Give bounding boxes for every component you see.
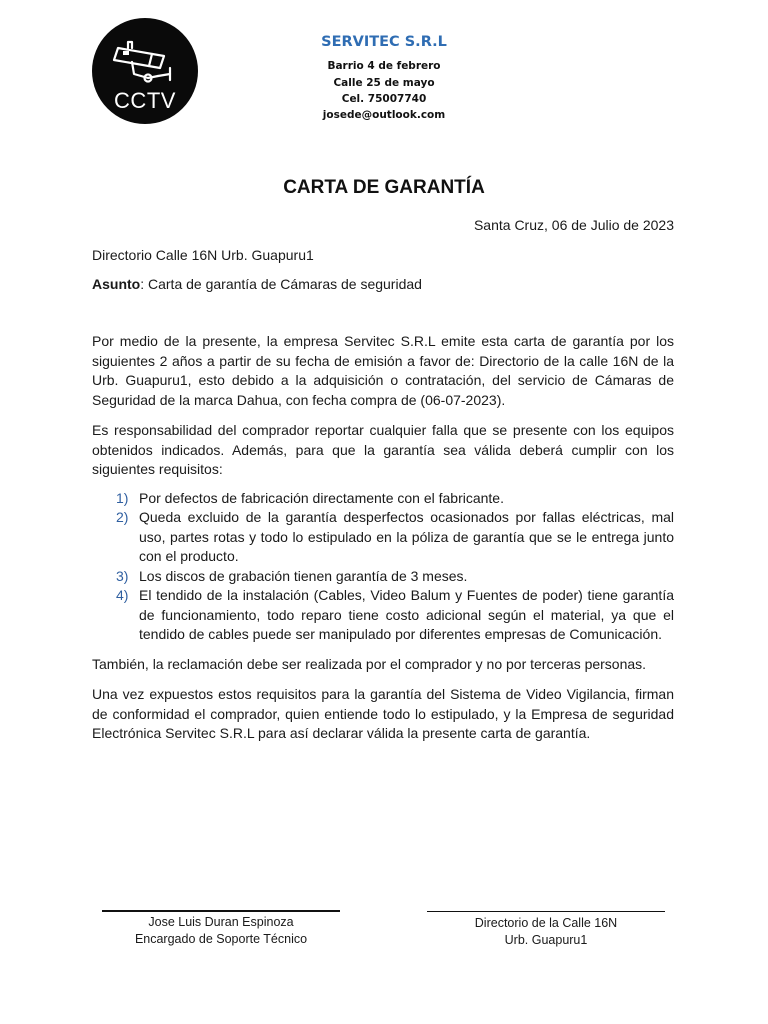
right-signature-line <box>427 911 665 912</box>
responsibility-paragraph: Es responsabilidad del comprador reportar cualquier falla que se presente con los equipos obtenidos indicados. Además, para que la garantía sea válida deberá cumplir con los siguientes requisitos: <box>92 422 674 477</box>
address-line-1: Barrio 4 de febrero <box>327 60 441 72</box>
requirement-number: 3) <box>116 567 129 584</box>
right-signer-name: Directorio de la Calle 16N <box>474 916 618 930</box>
requirement-item <box>92 567 674 587</box>
left-signature-block <box>102 914 340 948</box>
address-line-2: Calle 25 de mayo <box>333 77 435 89</box>
right-signer-role: Urb. Guapuru1 <box>504 933 588 947</box>
company-logo <box>92 18 198 124</box>
requirement-number: 2) <box>116 509 129 525</box>
phone-number: Cel. 75007740 <box>341 93 427 105</box>
email-address: josede@outlook.com <box>322 109 446 121</box>
letter-body <box>92 332 674 755</box>
logo-text: CCTV <box>114 88 176 113</box>
requirement-number: 4) <box>116 587 129 603</box>
intro-paragraph: Por medio de la presente, la empresa Servitec S.R.L emite esta carta de garantía por los siguientes 2 años a partir de su fecha de emisión a favor de: Directorio de la calle 16N de la Urb. Guapuru1, esto debido a la adquisición o contratación, del servicio de Cámaras de Seguridad de la marca Dahua, con fecha compra de (06-07-2023). <box>92 333 674 408</box>
recipient: Directorio Calle 16N Urb. Guapuru1 <box>92 247 314 263</box>
letter-date: Santa Cruz, 06 de Julio de 2023 <box>473 217 674 233</box>
left-signature-line <box>102 910 340 912</box>
left-signer-name: Jose Luis Duran Espinoza <box>148 915 294 929</box>
left-signer-role: Encargado de Soporte Técnico <box>134 932 308 946</box>
claim-paragraph: También, la reclamación debe ser realizada por el comprador y no por terceras personas. <box>92 655 647 672</box>
closing-paragraph: Una vez expuestos estos requisitos para la garantía del Sistema de Video Vigilancia, firman de conformidad el comprador, quien entiende todo lo estipulado, y la Empresa de seguridad Electrónica Servitec S.R.L para así declarar válida la presente carta de garantía. <box>92 686 674 741</box>
requirement-text: Queda excluido de la garantía desperfectos ocasionados por fallas eléctricas, mal uso, partes rotas y todo lo estipulado en la póliza de garantía que se le entrega junto con el producto. <box>139 509 674 564</box>
requirements-list <box>92 489 674 645</box>
document-title: CARTA DE GARANTÍA <box>283 177 485 198</box>
requirement-text: Por defectos de fabricación directamente con el fabricante. <box>139 489 504 506</box>
requirement-item <box>92 586 674 645</box>
requirement-text: El tendido de la instalación (Cables, Video Balum y Fuentes de poder) tiene garantía de funcionamiento, todo reparo tiene costo adicional según el material, ya que el tendido de cables puede ser manipulado por diferentes empresas de Comunicación. <box>139 587 674 642</box>
requirement-text: Los discos de grabación tienen garantía de 3 meses. <box>139 567 468 584</box>
company-name: SERVITEC S.R.L <box>321 34 447 50</box>
right-signature-block <box>427 915 665 949</box>
requirement-number: 1) <box>116 489 129 506</box>
requirement-item <box>92 508 674 567</box>
requirement-item <box>92 489 674 509</box>
subject-text: : Carta de garantía de Cámaras de seguridad <box>140 276 422 292</box>
subject-line <box>92 276 422 292</box>
subject-label: Asunto <box>92 276 141 292</box>
